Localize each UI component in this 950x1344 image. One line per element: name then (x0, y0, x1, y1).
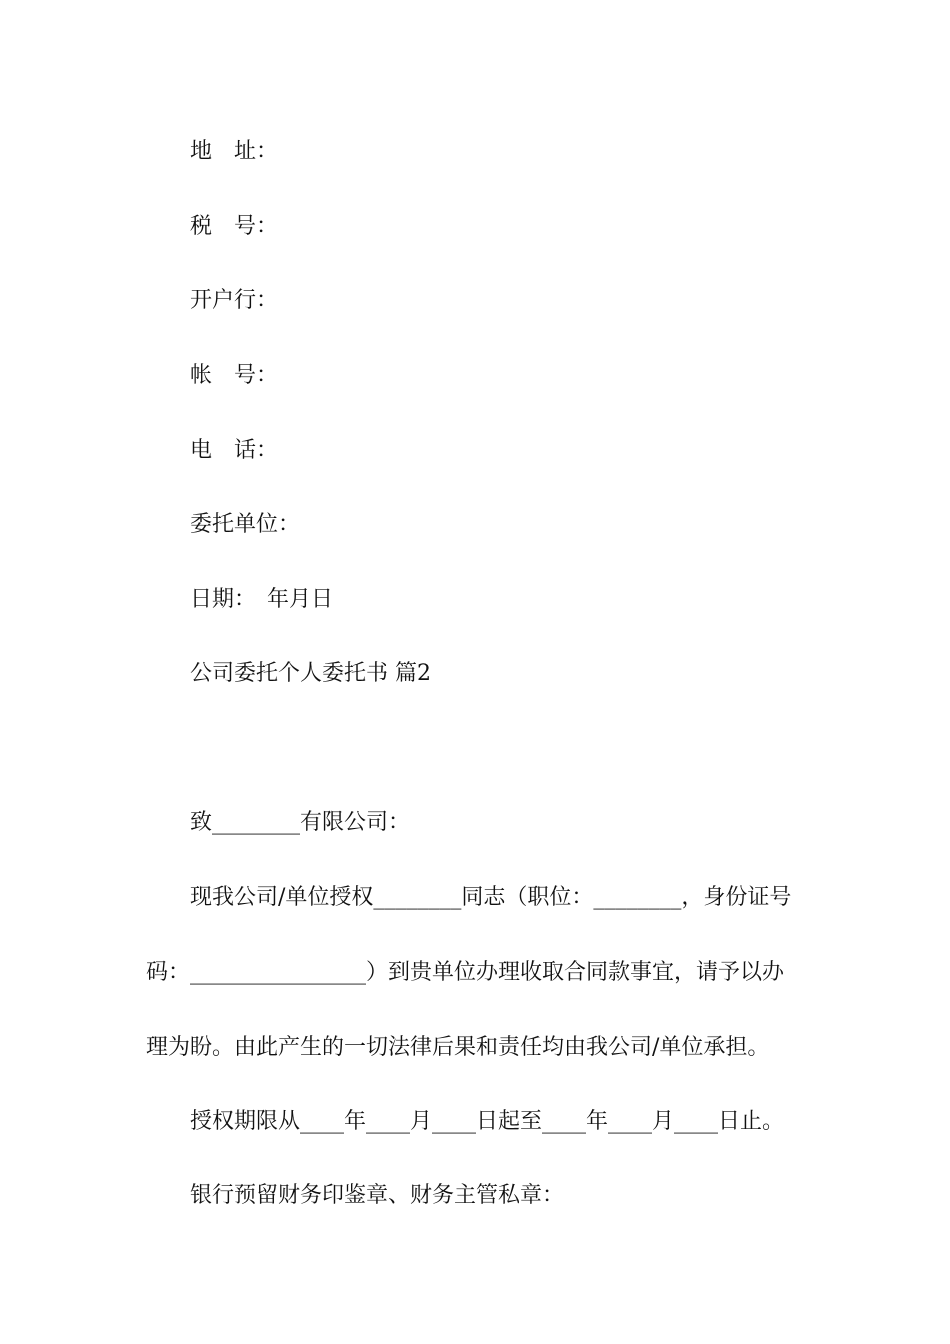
bank-label: 开户行： (190, 288, 279, 313)
recipient-line: 致________有限公司： (190, 810, 411, 835)
body-paragraph-line-3: 理为盼。由此产生的一切法律后果和责任均由我公司/单位承担。 (146, 1035, 770, 1060)
phone-label: 电 话： (190, 438, 279, 463)
principal-label: 委托单位： (190, 512, 301, 537)
body-paragraph-line-2: 码：________________）到贵单位办理收取合同款事宜，请予以办 (146, 960, 785, 985)
authorization-period: 授权期限从____年____月____日起至____年____月____日止。 (190, 1109, 785, 1134)
body-paragraph-line-1: 现我公司/单位授权________同志（职位：________，身份证号 (190, 885, 792, 910)
section-heading: 公司委托个人委托书 篇2 (190, 661, 431, 686)
tax-number-label: 税 号： (190, 214, 279, 239)
date-label: 日期： 年月日 (190, 587, 334, 612)
seals-label: 银行预留财务印鉴章、财务主管私章： (190, 1183, 565, 1208)
account-label: 帐 号： (190, 363, 279, 388)
address-label: 地 址： (190, 139, 279, 164)
